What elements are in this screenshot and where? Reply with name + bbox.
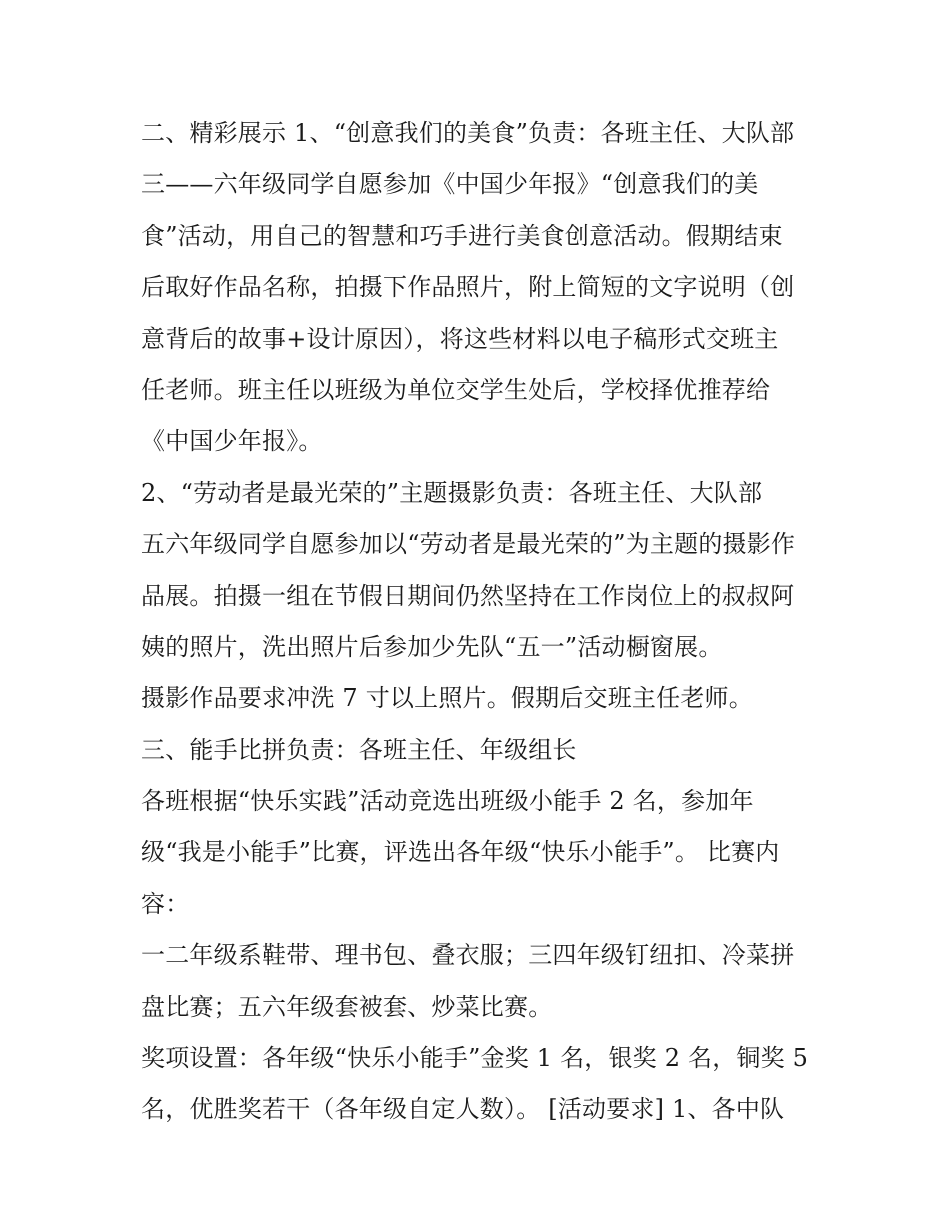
text-line: 盘比赛；五六年级套被套、炒菜比赛。 <box>141 992 553 1021</box>
text-line: 二、精彩展示 1、“创意我们的美食”负责：各班主任、大队部 <box>141 119 795 147</box>
text-line: 2、“劳动者是最光荣的”主题摄影负责：各班主任、大队部 <box>141 478 763 507</box>
text-line: 《中国少年报》。 <box>141 427 323 456</box>
text-line: 各班根据“快乐实践”活动竞选出班级小能手 2 名，参加年 <box>141 787 754 816</box>
text-line: 食”活动，用自己的智慧和巧手进行美食创意活动。假期结束 <box>141 221 783 250</box>
text-line: 品展。拍摄一组在节假日期间仍然坚持在工作岗位上的叔叔阿 <box>141 581 795 610</box>
text-line: 级“我是小能手”比赛，评选出各年级“快乐小能手”。 比赛内 <box>141 838 780 867</box>
text-line: 一二年级系鞋带、理书包、叠衣服；三四年级钉纽扣、冷菜拼 <box>141 941 795 970</box>
text-line: 五六年级同学自愿参加以“劳动者是最光荣的”为主题的摄影作 <box>141 530 796 559</box>
text-line: 意背后的故事+设计原因），将这些材料以电子稿形式交班主 <box>141 324 779 353</box>
text-line: 后取好作品名称，拍摄下作品照片，附上简短的文字说明（创 <box>141 273 795 302</box>
text-line: 三、能手比拼负责：各班主任、年级组长 <box>141 735 577 764</box>
text-line: 姨的照片，洗出照片后参加少先队“五一”活动橱窗展。 <box>141 632 723 661</box>
text-line: 摄影作品要求冲洗 7 寸以上照片。假期后交班主任老师。 <box>141 684 753 713</box>
text-line: 容： <box>141 889 190 918</box>
document-body <box>141 108 821 1136</box>
text-line: 任老师。班主任以班级为单位交学生处后，学校择优推荐给 <box>141 375 771 404</box>
text-line: 名，优胜奖若干（各年级自定人数）。 [活动要求] 1、各中队 <box>141 1095 785 1124</box>
text-line: 三——六年级同学自愿参加《中国少年报》“创意我们的美 <box>141 170 759 199</box>
text-line: 奖项设置：各年级“快乐小能手”金奖 1 名，银奖 2 名，铜奖 5 <box>141 1044 809 1073</box>
